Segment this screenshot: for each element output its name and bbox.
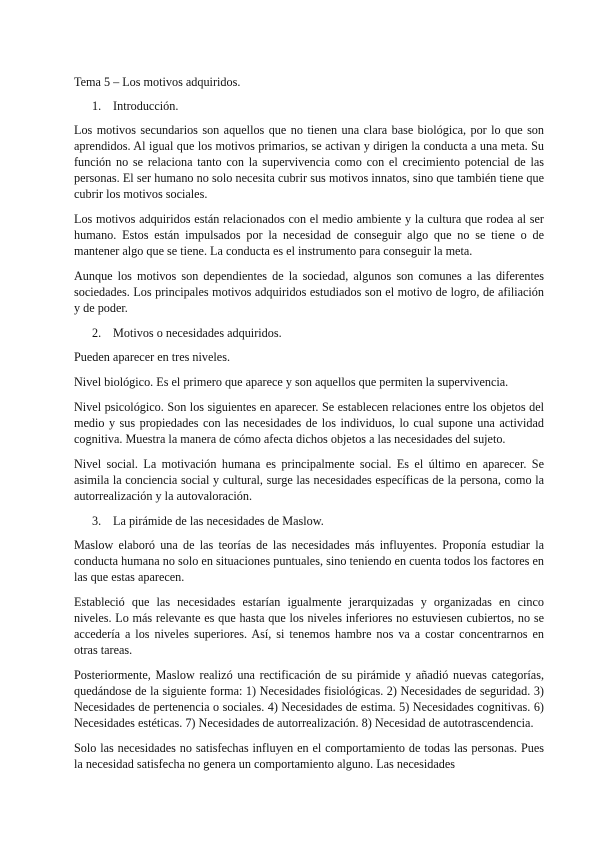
section-number: 2.	[92, 326, 102, 340]
paragraph: Nivel social. La motivación humana es principalmente social. Es el último en aparecer. Se asimila la conciencia social y cultural, surge las necesidades específicas de la persona, como la autorrealización y la autovaloración.	[74, 457, 544, 503]
section-heading-introduccion	[92, 98, 544, 114]
section-heading-motivos	[92, 325, 544, 341]
paragraph: Maslow elaboró una de las teorías de las necesidades más influyentes. Proponía estudiar la conducta humana no solo en situaciones puntuales, sino teniendo en cuenta todos los factores en las que estas aparecen.	[74, 538, 544, 584]
section-heading-text: Introducción.	[113, 99, 179, 113]
paragraph: Los motivos adquiridos están relacionados con el medio ambiente y la cultura que rodea al ser humano. Estos están impulsados por la necesidad de conseguir algo que no se tiene o de mantener algo que se tiene. La conducta es el instrumento para conseguir la meta.	[74, 212, 544, 258]
section-heading-text: La pirámide de las necesidades de Maslow.	[113, 514, 324, 528]
paragraph: Aunque los motivos son dependientes de la sociedad, algunos son comunes a las diferentes sociedades. Los principales motivos adquiridos estudiados son el motivo de logro, de afiliación y de poder.	[74, 269, 544, 315]
paragraph: Solo las necesidades no satisfechas influyen en el comportamiento de todas las personas. Pues la necesidad satisfecha no genera un comportamiento alguno. Las necesidades	[74, 741, 544, 771]
paragraph: Los motivos secundarios son aquellos que no tienen una clara base biológica, por lo que son aprendidos. Al igual que los motivos primarios, se activan y dirigen la conducta a una meta. Su función no se relaciona tanto con la supervivencia como con el crecimiento potencial de las personas. El ser humano no solo necesita cubrir sus motivos innatos, sino que también tiene que cubrir los motivos sociales.	[74, 123, 544, 201]
section-number: 1.	[92, 99, 102, 113]
paragraph: Nivel biológico. Es el primero que aparece y son aquellos que permiten la supervivencia.	[74, 375, 509, 389]
section-number: 3.	[92, 514, 102, 528]
paragraph: Nivel psicológico. Son los siguientes en aparecer. Se establecen relaciones entre los objetos del medio y sus propiedades con las necesidades de los individuos, lo cual supone una actividad cognitiva. Muestra la manera de cómo afecta dichos objetos a las necesidades del sujeto.	[74, 400, 544, 446]
paragraph: Estableció que las necesidades estarían igualmente jerarquizadas y organizadas en cinco niveles. Lo más relevante es que hasta que los niveles inferiores no estuviesen cubiertos, no se accedería a los niveles superiores. Así, si tenemos hambre nos va a costar concentrarnos en otras tareas.	[74, 595, 544, 657]
section-heading-maslow	[92, 513, 544, 529]
document-title: Tema 5 – Los motivos adquiridos.	[74, 75, 241, 89]
paragraph: Pueden aparecer en tres niveles.	[74, 350, 230, 364]
paragraph: Posteriormente, Maslow realizó una rectificación de su pirámide y añadió nuevas categorías, quedándose de la siguiente forma: 1) Necesidades fisiológicas. 2) Necesidades de seguridad. 3) Necesidades de pertenencia o sociales. 4) Necesidades de estima. 5) Necesidades cognitivas. 6) Necesidades estéticas. 7) Necesidades de autorrealización. 8) Necesidad de autotrascendencia.	[74, 668, 544, 730]
section-heading-text: Motivos o necesidades adquiridos.	[113, 326, 282, 340]
